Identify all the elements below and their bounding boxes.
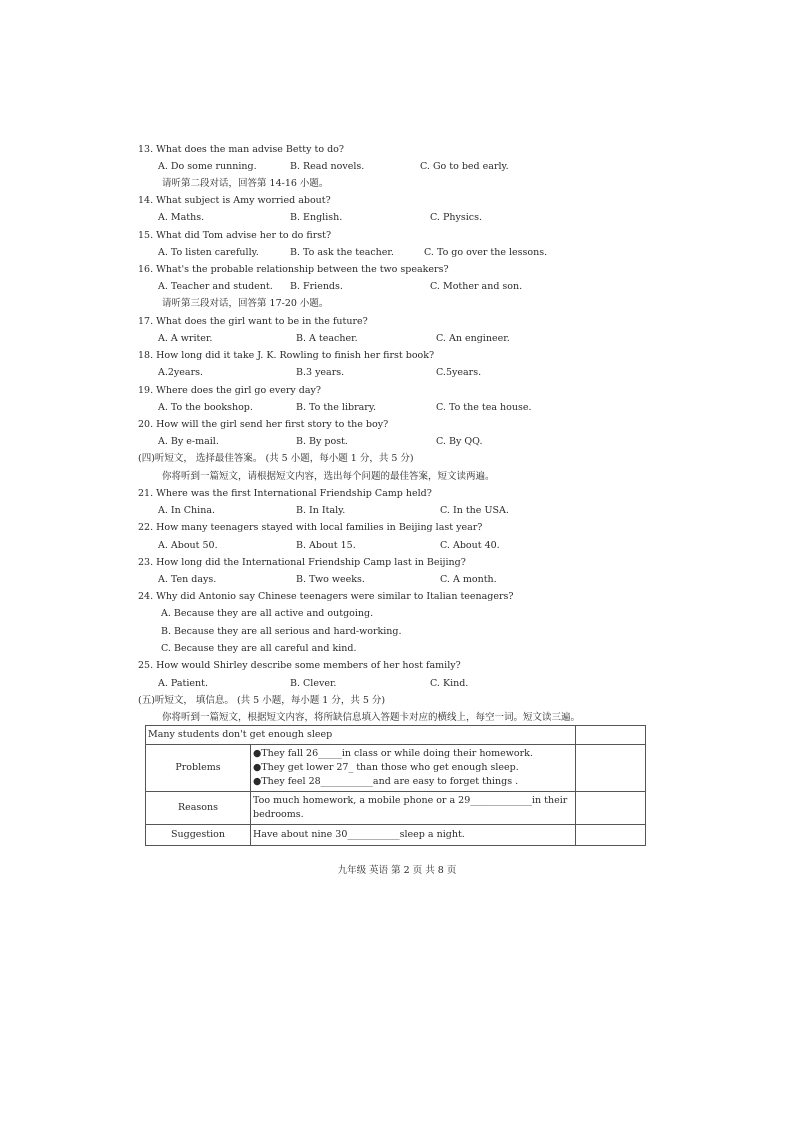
q15-option-a: A. To listen carefully. (158, 247, 259, 258)
question-14: 14. What subject is Amy worried about? (138, 195, 331, 206)
q24-option-a: A. Because they are all active and outgoing. (161, 608, 374, 619)
q19-option-a: A. To the bookshop. (158, 402, 253, 413)
question-25: 25. How would Shirley describe some members of her host family? (138, 660, 461, 671)
q18-option-c: C.5years. (436, 367, 482, 378)
suggestion-content: Have about nine 30___________sleep a night. (251, 825, 576, 846)
q24-option-b: B. Because they are all serious and hard-working. (161, 626, 402, 637)
reasons-label: Reasons (146, 792, 251, 825)
answer-cell (575, 745, 645, 792)
q21-option-a: A. In China. (158, 505, 216, 516)
q19-option-c: C. To the tea house. (436, 402, 532, 413)
q22-option-c: C. About 40. (440, 540, 500, 551)
question-15: 15. What did Tom advise her to do first? (138, 230, 332, 241)
problems-label: Problems (146, 745, 251, 792)
q25-option-a: A. Patient. (158, 678, 208, 689)
q20-option-b: B. By post. (296, 436, 348, 447)
section-5-instruction: 你将听到一篇短文，根据短文内容，将所缺信息填入答题卡对应的横线上，每空一词。短文读三遍。 (162, 712, 581, 723)
q19-option-b: B. To the library. (296, 402, 376, 413)
table-header-row (146, 726, 646, 745)
section-4-instruction: 你将听到一篇短文，请根据短文内容，选出每个问题的最佳答案，短文读两遍。 (162, 471, 495, 482)
suggestion-label: Suggestion (146, 825, 251, 846)
problem-26: ●They fall 26_____in class or while doing their homework. (253, 748, 533, 759)
q25-option-b: B. Clever. (290, 678, 337, 689)
fill-in-table (145, 725, 646, 846)
dialog-3-instruction: 请听第三段对话，回答第 17-20 小题。 (162, 298, 329, 309)
table-row-problems (146, 745, 646, 792)
q17-option-b: B. A teacher. (296, 333, 358, 344)
q17-option-c: C. An engineer. (436, 333, 510, 344)
q14-option-b: B. English. (290, 212, 343, 223)
problems-content (251, 745, 576, 792)
q20-option-c: C. By QQ. (436, 436, 483, 447)
question-22: 22. How many teenagers stayed with local families in Beijing last year? (138, 522, 483, 533)
q18-option-a: A.2years. (158, 367, 204, 378)
q24-option-c: C. Because they are all careful and kind. (161, 643, 357, 654)
q15-option-c: C. To go over the lessons. (424, 247, 548, 258)
problem-27: ●They get lower 27_ than those who get enough sleep. (253, 762, 519, 773)
reasons-content (251, 792, 576, 825)
question-23: 23. How long did the International Friendship Camp last in Beijing? (138, 557, 466, 568)
reasons-line-2: bedrooms. (253, 809, 304, 820)
table-header: Many students don't get enough sleep (146, 726, 576, 745)
q17-option-a: A. A writer. (158, 333, 213, 344)
question-20: 20. How will the girl send her first story to the boy? (138, 419, 389, 430)
q21-option-b: B. In Italy. (296, 505, 346, 516)
q13-option-a: A. Do some running. (158, 161, 257, 172)
section-4-title: (四)听短文， 选择最佳答案。 (共 5 小题，每小题 1 分，共 5 分) (138, 453, 414, 464)
q13-option-c: C. Go to bed early. (420, 161, 509, 172)
question-18: 18. How long did it take J. K. Rowling to finish her first book? (138, 350, 435, 361)
q23-option-c: C. A month. (440, 574, 497, 585)
q23-option-a: A. Ten days. (158, 574, 217, 585)
q22-option-b: B. About 15. (296, 540, 356, 551)
question-19: 19. Where does the girl go every day? (138, 385, 321, 396)
reasons-line-1: Too much homework, a mobile phone or a 29_____________in their (253, 795, 568, 806)
q14-option-c: C. Physics. (430, 212, 482, 223)
answer-cell (575, 726, 645, 745)
q22-option-a: A. About 50. (158, 540, 218, 551)
question-24: 24. Why did Antonio say Chinese teenagers were similar to Italian teenagers? (138, 591, 514, 602)
q21-option-c: C. In the USA. (440, 505, 509, 516)
q25-option-c: C. Kind. (430, 678, 469, 689)
question-21: 21. Where was the first International Friendship Camp held? (138, 488, 432, 499)
table-row-suggestion (146, 825, 646, 846)
page-footer: 九年级 英语 第 2 页 共 8 页 (337, 865, 457, 876)
q20-option-a: A. By e-mail. (158, 436, 219, 447)
q16-option-a: A. Teacher and student. (158, 281, 273, 292)
question-13: 13. What does the man advise Betty to do? (138, 144, 344, 155)
section-5-title: (五)听短文， 填信息。 (共 5 小题，每小题 1 分，共 5 分) (138, 695, 386, 706)
table-row-reasons (146, 792, 646, 825)
q13-option-b: B. Read novels. (290, 161, 365, 172)
q14-option-a: A. Maths. (158, 212, 205, 223)
q16-option-c: C. Mother and son. (430, 281, 523, 292)
answer-cell (575, 825, 645, 846)
q18-option-b: B.3 years. (296, 367, 345, 378)
question-17: 17. What does the girl want to be in the future? (138, 316, 368, 327)
q16-option-b: B. Friends. (290, 281, 343, 292)
dialog-2-instruction: 请听第二段对话，回答第 14-16 小题。 (162, 178, 329, 189)
answer-cell (575, 792, 645, 825)
q15-option-b: B. To ask the teacher. (290, 247, 394, 258)
question-16: 16. What's the probable relationship between the two speakers? (138, 264, 449, 275)
problem-28: ●They feel 28___________and are easy to forget things . (253, 776, 519, 787)
q23-option-b: B. Two weeks. (296, 574, 365, 585)
